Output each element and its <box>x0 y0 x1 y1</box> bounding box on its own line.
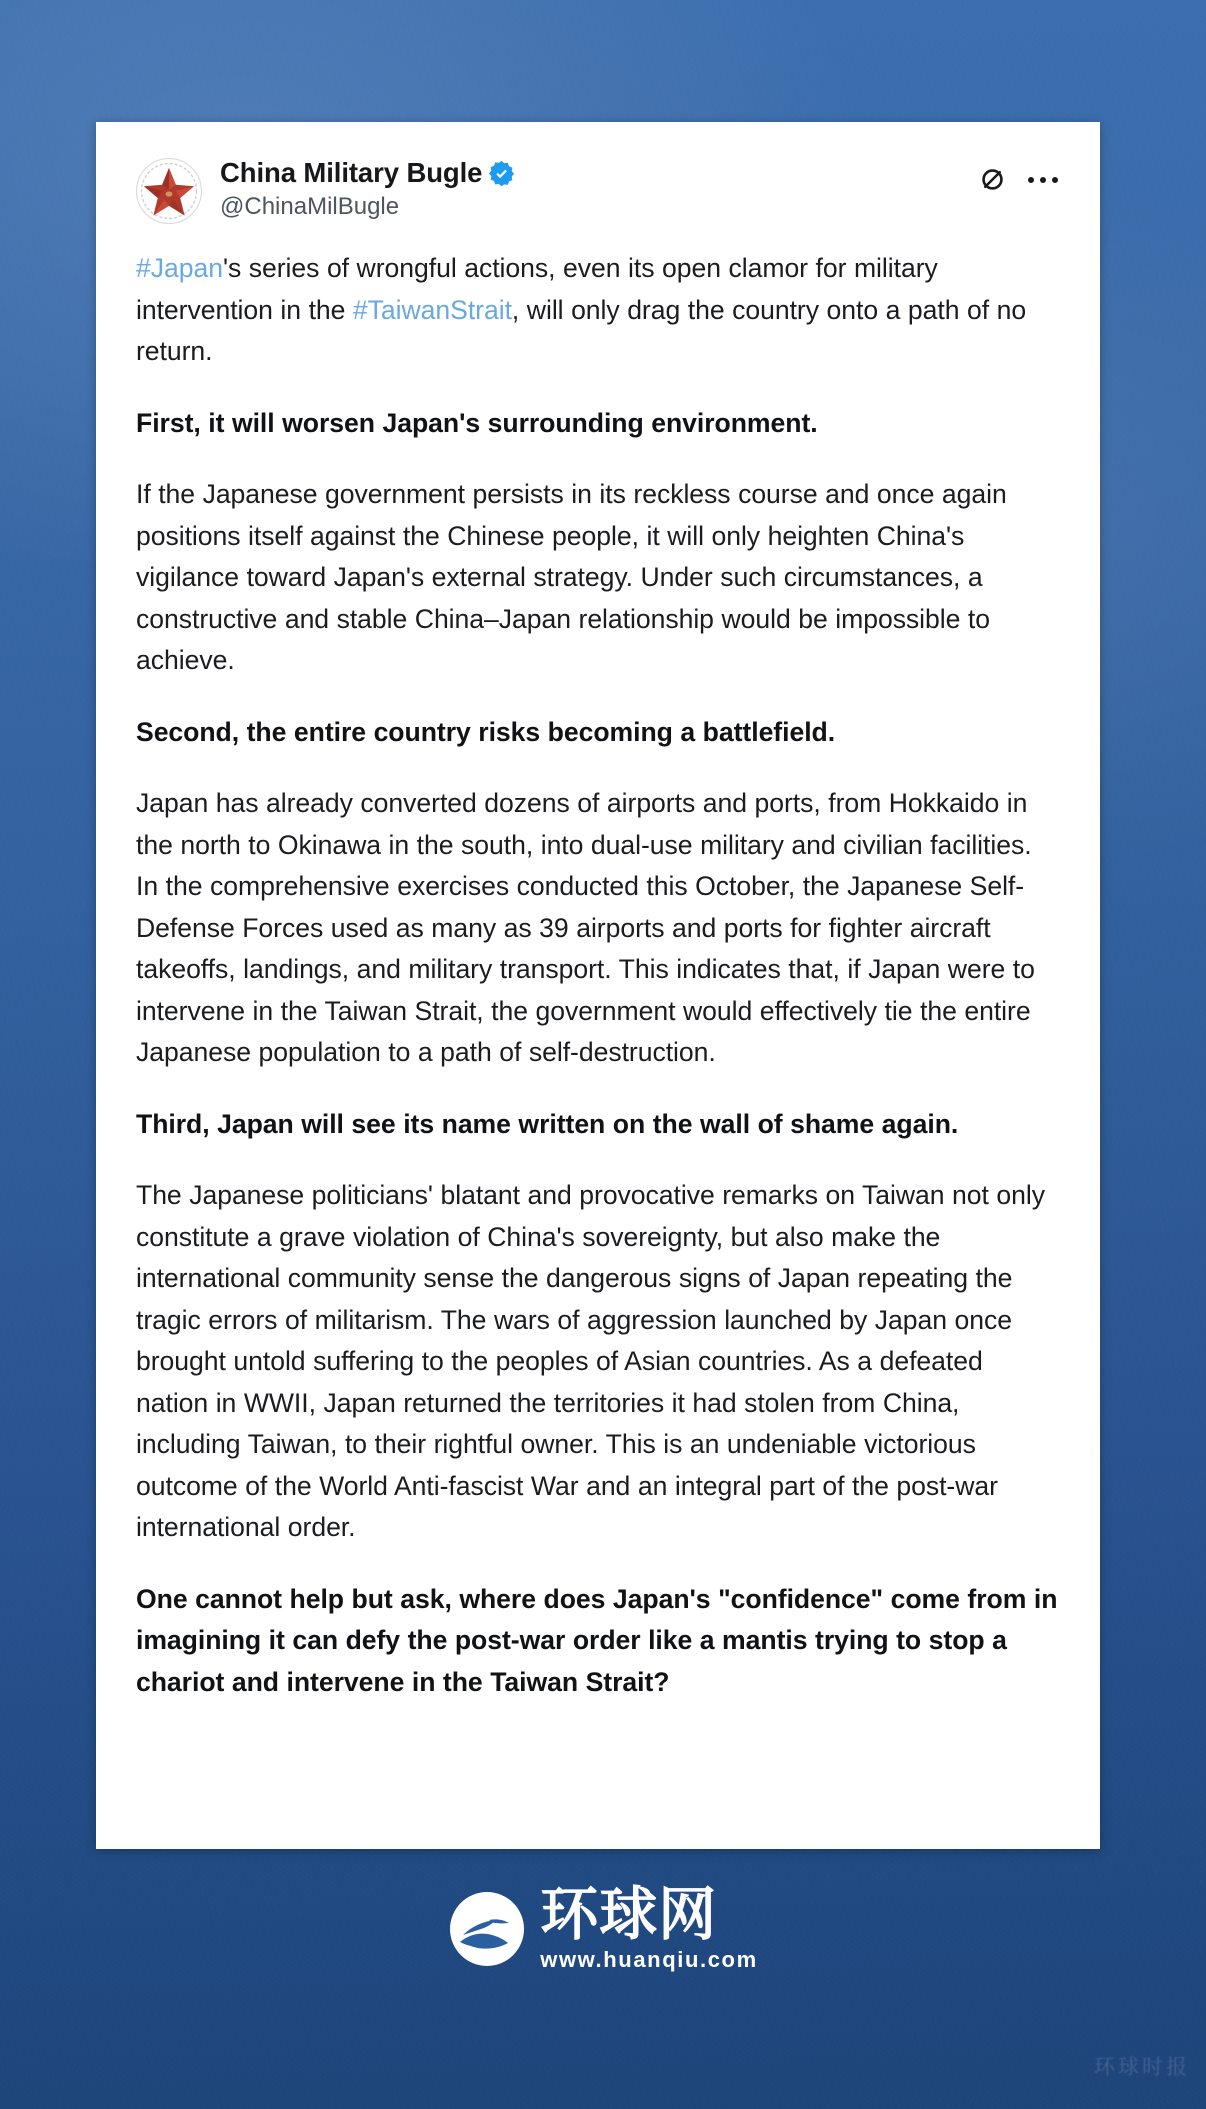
post-card <box>96 122 1100 1849</box>
footer-logo <box>0 1880 1206 1973</box>
intro-text-2: , will only drag the country onto a path of no return. <box>136 294 1027 366</box>
huanqiu-wordmark <box>540 1880 758 1973</box>
circle-slash-icon[interactable] <box>979 166 1006 193</box>
red-star-avatar-icon <box>137 159 201 223</box>
paragraph-closing: One cannot help but ask, where does Japan's "confidence" come from in imagining it can defy the post-war order like a mantis trying to stop a chariot and intervene in the Taiwan Strait? <box>136 1583 1058 1697</box>
paragraph-third-body: The Japanese politicians' blatant and provocative remarks on Taiwan not only constitute a grave violation of China's sovereignty, but also make the international community sense the dangerous signs of Japan repeating the tragic errors of militarism. The wars of aggression launched by Japan once brought untold suffering to the peoples of Asian countries. As a defeated nation in WWII, Japan returned the territories it had stolen from China, including Taiwan, to their rightful owner. This is an undeniable victorious outcome of the World Anti-fascist War and an integral part of the post-war international order. <box>136 1180 1045 1542</box>
paragraph-first-body: If the Japanese government persists in its reckless course and once again positions itself against the Chinese people, it will only heighten China's vigilance toward Japan's external strategy. Under such circumstances, a constructive and stable China–Japan relationship would be impossible to achieve. <box>136 479 1007 675</box>
huanqiu-globe-icon <box>448 1890 526 1968</box>
avatar[interactable] <box>136 158 202 224</box>
intro-text-1: 's series of wrongful actions, even its open clamor for military intervention in the <box>136 253 938 325</box>
heading-third: Third, Japan will see its name written on the wall of shame again. <box>136 1108 959 1139</box>
post-body <box>136 248 1060 1703</box>
more-options-icon[interactable] <box>1028 167 1058 193</box>
hashtag-japan[interactable]: #Japan <box>136 253 223 283</box>
huanqiu-name-cn: 环球网 <box>540 1880 718 1948</box>
author-name-row <box>220 157 514 189</box>
post-header <box>136 156 1060 242</box>
heading-second: Second, the entire country risks becoming a battlefield. <box>136 716 836 747</box>
post-header-actions <box>979 166 1058 193</box>
paragraph-intro <box>136 248 1060 373</box>
hashtag-taiwan-strait[interactable]: #TaiwanStrait <box>352 294 512 325</box>
heading-first: First, it will worsen Japan's surrounding environment. <box>136 407 818 438</box>
author-handle: @ChinaMilBugle <box>220 192 400 220</box>
verified-badge-icon <box>489 161 514 186</box>
author-identity <box>220 156 514 221</box>
huanqiu-url: www.huanqiu.com <box>540 1946 758 1972</box>
watermark-text: 环球时报 <box>1094 2055 1190 2079</box>
author-display-name: China Military Bugle <box>220 157 483 188</box>
paragraph-second-body: Japan has already converted dozens of airports and ports, from Hokkaido in the north to Okinawa in the south, into dual-use military and civilian facilities. In the comprehensive exercises conducted this October, the Japanese Self-Defense Forces used as many as 39 airports and ports for fighter aircraft takeoffs, landings, and military transport. This indicates that, if Japan were to intervene in the Taiwan Strait, the government would effectively tie the entire Japanese population to a path of self-destruction. <box>136 788 1035 1067</box>
